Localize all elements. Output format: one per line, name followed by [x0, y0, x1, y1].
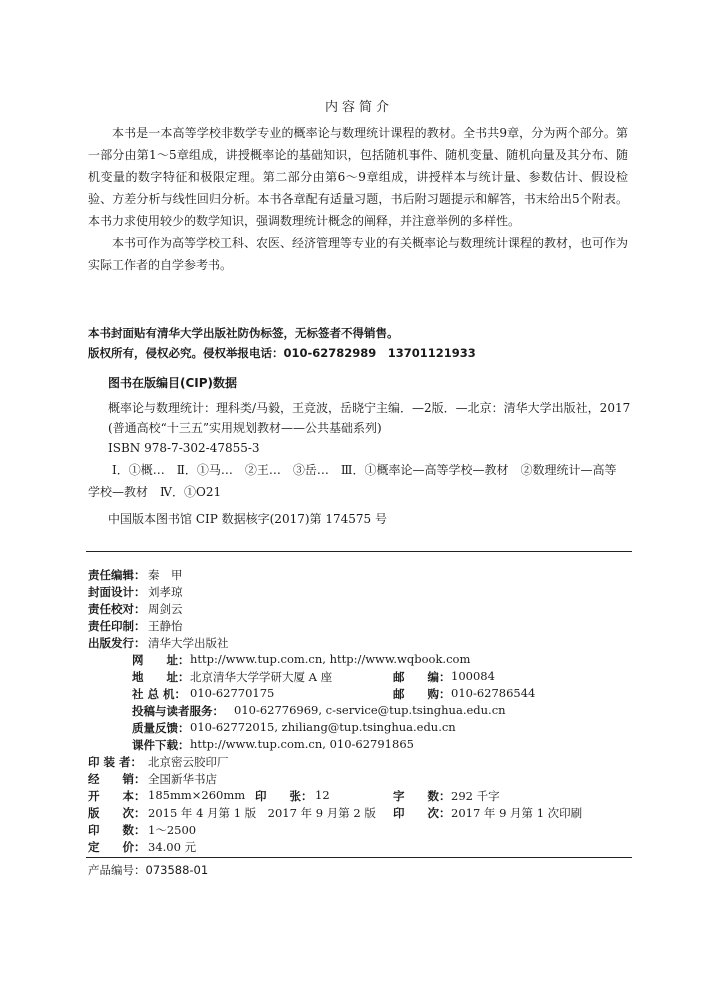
quality-feedback-value: 010-62772015, zhiliang@tup.tsinghua.edu.cn [190, 720, 456, 734]
print-run-value: 1～2500 [148, 823, 197, 837]
edition-label: 版 次： [88, 806, 146, 820]
impression-label: 印 次： [393, 806, 451, 820]
product-number: 产品编号：073588-01 [88, 863, 209, 877]
printer-label: 印 装 者： [88, 755, 143, 769]
courseware-download-value: http://www.tup.com.cn, 010-62791865 [190, 737, 414, 751]
cip-number: 中国版本图书馆 CIP 数据核字(2017)第 174575 号 [108, 512, 387, 526]
cip-subjects: Ⅰ．①概… Ⅱ．①马… ②王… ③岳… Ⅲ．①概率论—高等学校—教材 ②数理统计—高等学校—教材 Ⅳ．①O21 [88, 463, 617, 499]
edition-value: 2015 年 4 月第 1 版 2017 年 9 月第 2 版 [148, 806, 376, 820]
proofreader-label: 责任校对： [88, 602, 146, 616]
reader-service-value: 010-62776969, c-service@tup.tsinghua.edu.cn [234, 703, 506, 717]
word-count-label: 字 数： [393, 789, 451, 803]
editor-value: 秦 甲 [148, 568, 183, 582]
postcode-label: 邮 编： [393, 670, 451, 684]
proofreader-value: 周剑云 [148, 602, 183, 616]
address-value: 北京清华大学学研大厦 A 座 [190, 670, 333, 684]
price-value: 34.00 元 [148, 840, 197, 854]
print-run-label: 印 数： [88, 823, 146, 837]
publisher-label: 出版发行： [88, 636, 146, 650]
impression-value: 2017 年 9 月第 1 次印刷 [451, 806, 583, 820]
printing-supervisor-value: 王静怡 [148, 619, 183, 633]
publisher-value: 清华大学出版社 [148, 636, 229, 650]
printed-sheets-value: 12 [315, 788, 330, 802]
divider [86, 857, 632, 858]
courseware-download-label: 课件下载： [132, 738, 190, 752]
word-count-value: 292 千字 [451, 789, 500, 803]
address-label: 地 址： [132, 670, 190, 684]
cip-heading: 图书在版编目(CIP)数据 [108, 376, 238, 390]
distributor-value: 全国新华书店 [148, 772, 217, 786]
format-label: 开 本： [88, 789, 146, 803]
mail-order-value: 010-62786544 [451, 686, 536, 700]
copyright-notice: 版权所有，侵权必究。侵权举报电话：010-62782989 13701121933 [88, 346, 476, 360]
website-label: 网 址： [132, 653, 190, 667]
divider [86, 551, 632, 552]
switchboard-label: 社 总 机： [132, 687, 187, 701]
intro-paragraph: 本书是一本高等学校非数学专业的概率论与数理统计课程的教材。全书共9章，分为两个部分。第一部分由第1～5章组成，讲授概率论的基础知识，包括随机事件、随机变量、随机向量及其分布、随机变量的数字特征和极限定理。第二部分由第6～9章组成，讲授样本与统计量、参数估计、假设检验、方差分析与线性回归分析。本书各章配有适量习题，书后附习题提示和解答，书末给出5个附表。本书力求使用较少的数学知识，强调数理统计概念的阐释，并注意举例的多样性。 [88, 126, 628, 228]
printed-sheets-label: 印 张： [255, 789, 313, 803]
cip-isbn: ISBN 978-7-302-47855-3 [108, 441, 260, 455]
mail-order-label: 邮 购： [393, 687, 451, 701]
intro-title: 内容简介 [324, 100, 393, 115]
website-value: http://www.tup.com.cn, http://www.wqbook.com [190, 652, 471, 666]
postcode-value: 100084 [451, 669, 495, 683]
price-label: 定 价： [88, 840, 146, 854]
cip-series: (普通高校“十三五”实用规划教材——公共基础系列) [108, 421, 382, 435]
format-value: 185mm×260mm [148, 788, 246, 802]
reader-service-label: 投稿与读者服务： [132, 704, 224, 718]
printing-supervisor-label: 责任印制： [88, 619, 146, 633]
distributor-label: 经 销： [88, 772, 146, 786]
cover-designer-label: 封面设计： [88, 585, 146, 599]
printer-value: 北京密云胶印厂 [148, 755, 229, 769]
intro-paragraph: 本书可作为高等学校工科、农医、经济管理等专业的有关概率论与数理统计课程的教材，也可作为实际工作者的自学参考书。 [88, 236, 629, 272]
quality-feedback-label: 质量反馈： [132, 721, 190, 735]
cover-designer-value: 刘孝琼 [148, 585, 183, 599]
cip-entry: 概率论与数理统计：理科类/马毅，王竞波，岳晓宁主编．—2版．—北京：清华大学出版社，2017 [108, 401, 631, 415]
editor-label: 责任编辑： [88, 568, 146, 582]
switchboard-value: 010-62770175 [190, 686, 275, 700]
anti-counterfeit-notice: 本书封面贴有清华大学出版社防伪标签，无标签者不得销售。 [88, 326, 399, 340]
